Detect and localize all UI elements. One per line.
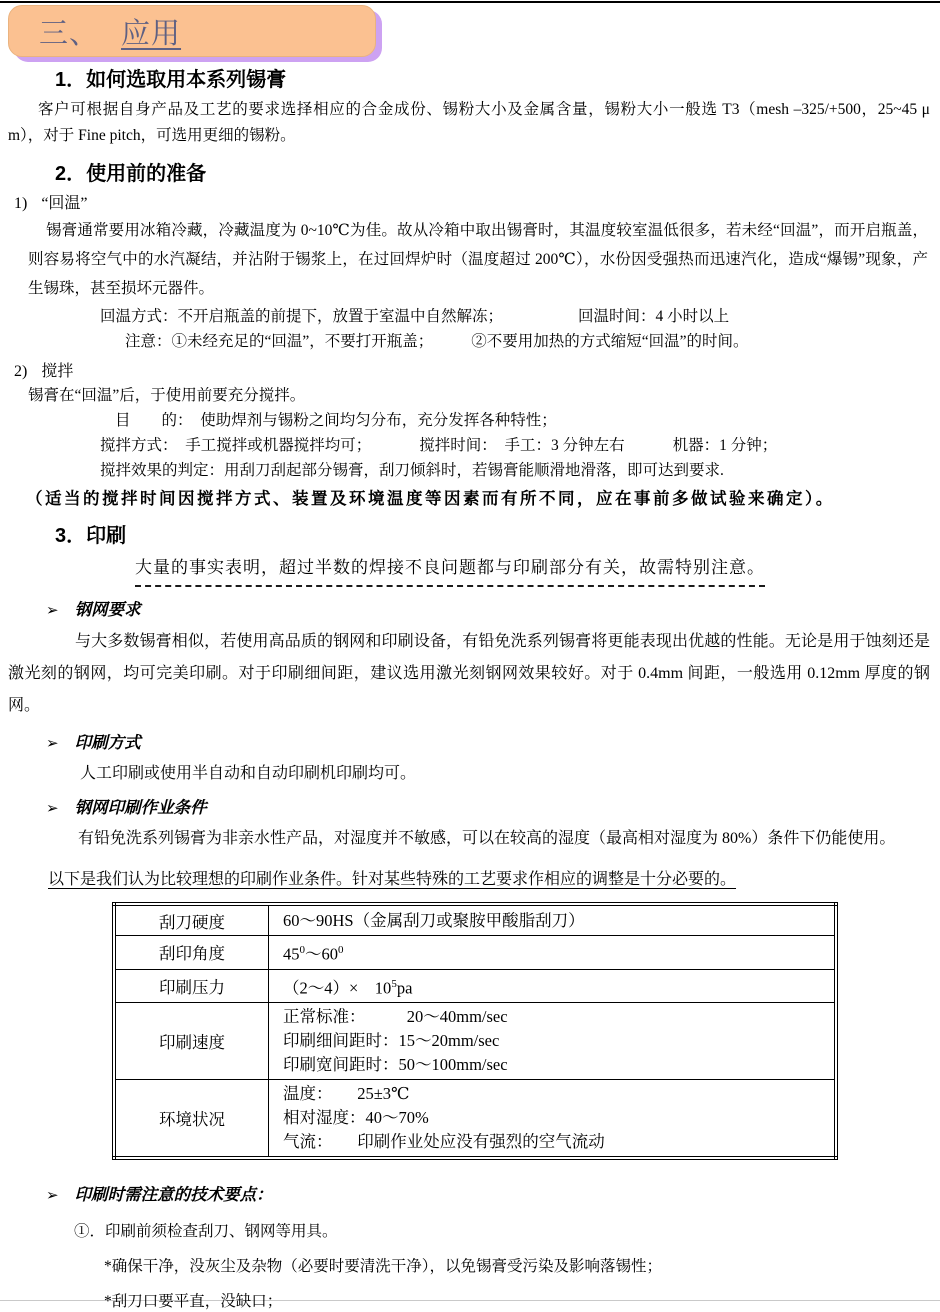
- line-reheat-method: [100, 305, 940, 328]
- heading-printing: 3．印刷: [55, 525, 127, 547]
- value-environment: [269, 1080, 837, 1159]
- stir-method: 搅拌方式： 手工搅拌或机器搅拌均可；: [100, 437, 372, 454]
- row-label-print-pressure: 印刷压力: [114, 969, 269, 1003]
- list-num-2: 2): [14, 363, 28, 380]
- bullet-work-conditions: [46, 797, 940, 820]
- reheat-method: 回温方式：不开启瓶盖的前提下，放置于室温中自然解冻；: [100, 308, 504, 325]
- table-intro: 以下是我们认为比较理想的印刷作业条件。针对某些特殊的工艺要求作相应的调整是十分必要的。: [48, 871, 737, 888]
- stir-note: （适当的搅拌时间因搅拌方式、装置及环境温度等因素而有所不同，应在事前多做试验来确定）。: [26, 489, 835, 508]
- row-label-blade-hardness: 刮刀硬度: [114, 904, 269, 936]
- table-row: [114, 1080, 836, 1159]
- pressure-base: （2～4）× 10: [283, 978, 392, 997]
- bullet-title-print-method: 印刷方式: [74, 733, 141, 752]
- value-blade-hardness: 60～90HS（金属刮刀或聚胺甲酸脂刮刀）: [269, 904, 837, 936]
- table-row: [114, 904, 836, 936]
- print-conditions-table: [112, 902, 838, 1160]
- tech-point-check-tools: ①．印刷前须检查刮刀、钢网等用具。: [74, 1223, 338, 1240]
- env-humidity: 相对湿度：40～70%: [283, 1108, 429, 1127]
- paragraph-select-paste: 客户可根据自身产品及工艺的要求选择相应的合金成份、锡粉大小及金属含量，锡粉大小一般选 T3（mesh –325/+500，25~45 μ m），对于 Fine pitch，可选用更细的锡粉。: [8, 101, 930, 144]
- row-label-print-angle: 刮印角度: [114, 936, 269, 970]
- table-row: [114, 1003, 836, 1080]
- section-banner-text: [9, 11, 181, 52]
- tech-note-blade-straight: *刮刀口要平直，没缺口；: [104, 1293, 283, 1310]
- banner-prefix: 三、: [39, 17, 100, 50]
- printing-warning-wrap: [135, 554, 940, 587]
- value-print-pressure: [269, 969, 837, 1003]
- arrow-bullet-icon: ➢: [46, 734, 59, 752]
- stir-time: 搅拌时间： 手工：3 分钟左右: [419, 437, 625, 454]
- line-reheat-note: [125, 330, 940, 353]
- arrow-bullet-icon: ➢: [46, 601, 59, 619]
- bullet-title-technical-points: 印刷时需注意的技术要点：: [74, 1185, 273, 1204]
- stir-machine: 机器：1 分钟；: [672, 437, 778, 454]
- paragraph-reheat: 锡膏通常要用冰箱冷藏，冷藏温度为 0~10℃为佳。故从冷箱中取出锡膏时，其温度较室温低很多，若未经“回温”，而开启瓶盖，则容易将空气中的水汽凝结，并沾附于锡浆上，在过回焊炉时（温度超过 200℃），水份因受强热而迅速汽化，造成“爆锡”现象，产生锡珠，甚至损坏元器件。: [28, 222, 928, 297]
- list-item-stir: [14, 361, 940, 382]
- angle-base: ～60: [305, 944, 338, 964]
- table-row: [114, 936, 836, 970]
- speed-normal: 正常标准： 20～40mm/sec: [283, 1007, 508, 1026]
- stir-judge: 搅拌效果的判定：用刮刀刮起部分锡膏，刮刀倾斜时，若锡膏能顺滑地滑落，即可达到要求.: [100, 462, 724, 479]
- bullet-title-work-conditions: 钢网印刷作业条件: [74, 798, 207, 817]
- speed-fine-pitch: 印刷细间距时：15～20mm/sec: [283, 1031, 500, 1050]
- reheat-note-1: 注意：①未经充足的“回温”，不要打开瓶盖；: [125, 333, 434, 350]
- value-print-angle: [269, 936, 837, 970]
- list-title-stir: 搅拌: [41, 363, 74, 380]
- tech-note-clean: *确保干净，没灰尘及杂物（必要时要清洗干净），以免锡膏受污染及影响落锡性；: [104, 1258, 663, 1275]
- table-row: [114, 969, 836, 1003]
- angle-base: 45: [283, 944, 300, 964]
- pressure-base: pa: [396, 978, 413, 997]
- reheat-time: 回温时间：4 小时以上: [578, 308, 730, 325]
- env-temperature: 温度： 25±3℃: [283, 1084, 410, 1103]
- section-banner: [8, 5, 376, 57]
- line-stir-method: [100, 435, 940, 457]
- row-label-print-speed: 印刷速度: [114, 1003, 269, 1080]
- reheat-note-2: ②不要用加热的方式缩短“回温”的时间。: [471, 333, 749, 350]
- value-print-speed: [269, 1003, 837, 1080]
- body-work-conditions: 有铅免洗系列锡膏为非亲水性产品，对湿度并不敏感，可以在较高的湿度（最高相对湿度为 80%）条件下仍能使用。: [78, 830, 896, 847]
- env-airflow: 气流： 印刷作业处应没有强烈的空气流动: [283, 1132, 605, 1151]
- angle-sup: 0: [299, 944, 305, 956]
- heading-preparation: 2．使用前的准备: [55, 163, 207, 185]
- banner-title: 应用: [121, 17, 182, 50]
- angle-sup: 0: [338, 944, 344, 956]
- printing-warning: 大量的事实表明，超过半数的焊接不良问题都与印刷部分有关，故需特别注意。: [135, 554, 765, 587]
- stir-purpose: 目 的： 使助焊剂与锡粉之间均匀分布，充分发挥各种特性；: [115, 412, 557, 429]
- list-item-reheat: [14, 193, 940, 214]
- bullet-title-stencil: 钢网要求: [74, 600, 141, 619]
- body-print-method: 人工印刷或使用半自动和自动印刷机印刷均可。: [80, 765, 417, 782]
- bullet-print-method: [46, 732, 940, 755]
- body-stencil-requirement: 与大多数锡膏相似，若使用高品质的钢网和印刷设备，有铅免洗系列锡膏将更能表现出优越的性能。无论是用于蚀刻还是激光刻的钢网，均可完美印刷。对于印刷细间距，建议选用激光刻钢网效果较好。对于 0.4mm 间距，一般选用 0.12mm 厚度的钢网。: [8, 633, 930, 714]
- pressure-sup: 5: [391, 977, 397, 990]
- speed-wide-pitch: 印刷宽间距时：50～100mm/sec: [283, 1055, 508, 1074]
- arrow-bullet-icon: ➢: [46, 799, 59, 817]
- list-num-1: 1): [14, 195, 28, 212]
- arrow-bullet-icon: ➢: [46, 1186, 59, 1204]
- row-label-environment: 环境状况: [114, 1080, 269, 1159]
- stir-intro: 锡膏在“回温”后，于使用前要充分搅拌。: [28, 387, 306, 404]
- list-title-reheat: “回温”: [41, 195, 88, 212]
- bullet-stencil-requirement: [46, 599, 940, 622]
- heading-select-paste: 1．如何选取用本系列锡膏: [55, 69, 287, 91]
- bullet-technical-points: [46, 1184, 940, 1207]
